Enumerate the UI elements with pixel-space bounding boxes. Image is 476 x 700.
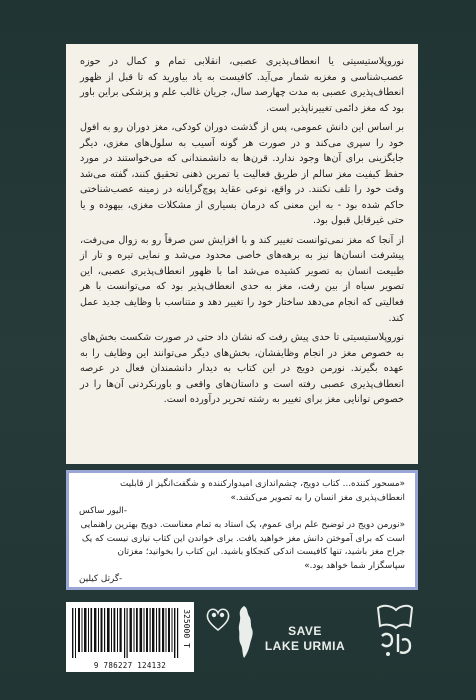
quote-1-author: -الیور ساکس [79, 506, 127, 517]
barcode-label [66, 602, 194, 672]
publisher-logo-icon [370, 600, 418, 664]
quote-2-author: -گرتل کیلین [79, 574, 123, 585]
description-panel [66, 44, 418, 464]
lake-urmia-map-icon [235, 604, 257, 660]
heart-logo-icon [205, 604, 231, 634]
description-paragraph-3: از آنجا که مغز نمی‌توانست تغییر کند و با افزایش سن صرفاً رو به زوال می‌رفت، پیشرفت انسان‌ها نیز به برهه‌های خاصی محدود می‌شد و نمایی تیره و تار از طبیعت انسان به تصویر کشیده می‌شد اما با ظهور انعطاف‌پذیری عصبی، این تصویر سیاه از بین رفت، مغز به حدی انعطاف‌پذیر بود که می‌توانست با هر فعالیتی که انجام می‌دهد ساختار خود را تغییر دهد و متناسب با وظایف جدید عمل کند. [80, 234, 404, 324]
description-paragraph-1: نوروپلاستیسیتی یا انعطاف‌پذیری عصبی، انقلابی تمام و کمال در حوزه عصب‌شناسی و مغزبه شمار می‌آید. کافیست به یاد بیاورید که تا قبل از ظهور انعطاف‌پذیری عصبی به مدت چهارصد سال، جریان غالب علم و پزشکی براین باور بود که مغز دائمی تغییرناپذیر است. [80, 56, 404, 114]
quote-1-text: «مسحور کننده... کتاب دویج، چشم‌اندازی امیدوارکننده و شگفت‌انگیز از قابلیت انعطاف‌پذیری مغز انسان را به تصویر می‌کشد.» [119, 479, 405, 503]
lake-urmia-line: LAKE URMIA [264, 639, 346, 653]
isbn-number: 9 786227 124132 [93, 661, 167, 670]
endorsements-panel [66, 470, 418, 590]
save-lake-urmia-text [255, 624, 355, 654]
quote-2-text: «نورمن دویج در توضیح علم برای عموم، یک استاد به تمام معناست. دویج بهترین راهنمایی است که برای آموختن دانش مغز خواهید یافت. برای خواندن این کتاب نیازی نیست که یک جراح مغز باشید، تنها کافیست اندکی کنجکاو باشید. این کتاب را بخوانید؛ مغزتان سپاسگزار شما خواهد بود.» [80, 519, 405, 571]
save-line: SAVE [288, 624, 322, 638]
description-paragraph-4: نوروپلاستیسیتی تا حدی پیش رفت که نشان داد حتی در صورت شکست بخش‌های به خصوص مغز در انجام وظایفشان، بخش‌های دیگر می‌توانند این وظایف را به عهده بگیرند. نورمن دویج در این کتاب به دیدار دانشمندان فعال در عرصه انعطاف‌پذیری عصبی رفته است و داستان‌های واقعی و باورنکردنی آن‌ها را در خصوص توانایی مغز برای تغییر به رشته تحریر درآورده است. [80, 332, 404, 406]
price-label: 325000 T [182, 609, 192, 648]
barcode-icon [72, 608, 180, 658]
description-paragraph-2: بر اساس این دانش عمومی، پس از گذشت دوران کودکی، مغز دوران رو به افول خود را سپری می‌کند و در صورت هر گونه آسیب به سلول‌های مغزی، دیگر جایگزینی برای آن‌ها وجود ندارد. قرن‌ها به دانشمندانی که می‌خواستند در مورد حفظ کیفیت مغز سالم از طریق فعالیت یا تمرین ذهنی تحقیق کنند، گفته می‌شد وقت خود را تلف نکنند. در واقع، نوعی عقاید پوچ‌گرایانه در زمینه عصب‌شناختی حاکم شده بود - به این معنی که درمان بسیاری از مشکلات مغزی، بیهوده و یا حتی غیرقابل قبول بود. [80, 122, 404, 227]
